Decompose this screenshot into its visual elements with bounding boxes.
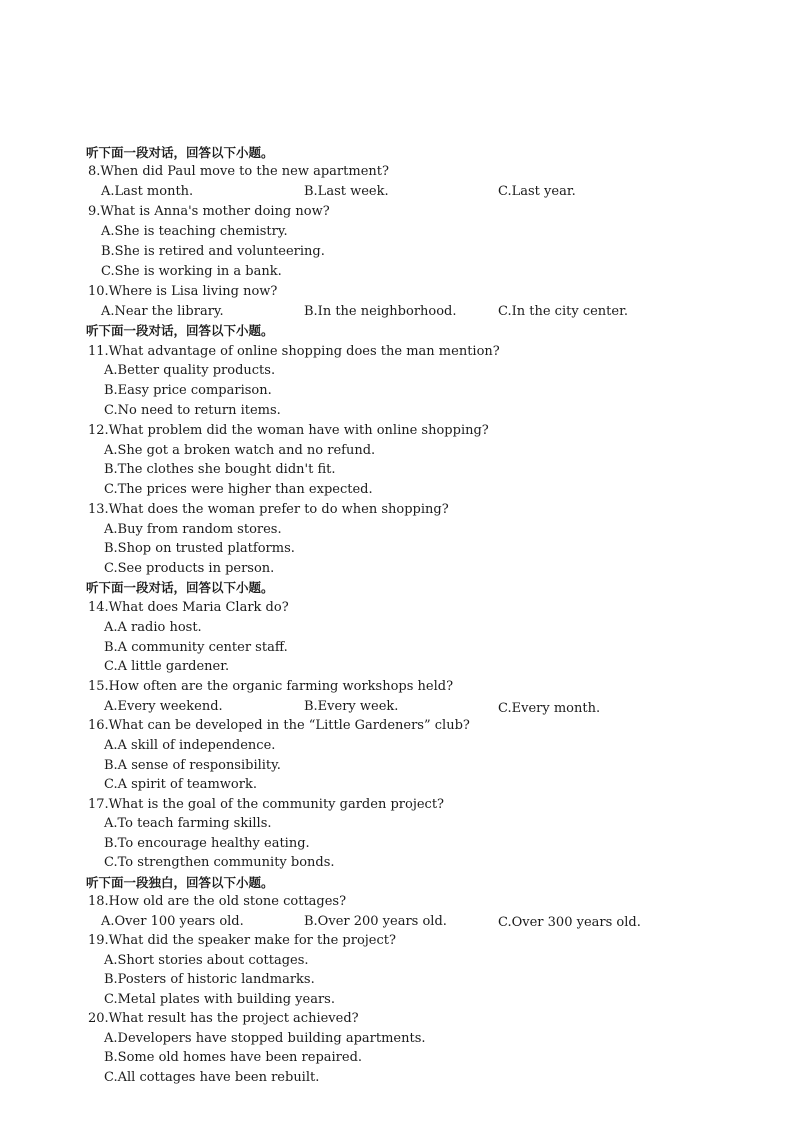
question-19: 19.What did the speaker make for the project? [88, 933, 396, 948]
option-12a: A.She got a broken watch and no refund. [104, 443, 376, 458]
question-16: 16.What can be developed in the “Little Gardeners” club? [88, 718, 470, 733]
option-17b: B.To encourage healthy eating. [104, 836, 310, 851]
option-15a: A.Every weekend. [104, 699, 223, 714]
option-18b: B.Over 200 years old. [304, 914, 447, 929]
option-19a: A.Short stories about cottages. [104, 953, 309, 968]
question-8: 8.When did Paul move to the new apartment? [88, 164, 389, 179]
option-16b: B.A sense of responsibility. [104, 758, 281, 773]
option-14b: B.A community center staff. [104, 640, 288, 655]
question-11: 11.What advantage of online shopping does the man mention? [88, 344, 500, 359]
option-9b: B.She is retired and volunteering. [101, 244, 325, 259]
question-17: 17.What is the goal of the community garden project? [88, 797, 445, 812]
question-15: 15.How often are the organic farming workshops held? [88, 679, 454, 694]
question-10: 10.Where is Lisa living now? [88, 284, 278, 299]
option-12b: B.The clothes she bought didn't fit. [104, 462, 336, 477]
option-8b: B.Last week. [304, 184, 389, 199]
option-18c: C.Over 300 years old. [498, 915, 641, 930]
question-13: 13.What does the woman prefer to do when shopping? [88, 502, 449, 517]
question-14: 14.What does Maria Clark do? [88, 600, 289, 615]
option-20a: A.Developers have stopped building apartments. [104, 1031, 426, 1046]
question-12: 12.What problem did the woman have with online shopping? [88, 423, 489, 438]
option-17a: A.To teach farming skills. [104, 816, 272, 831]
option-15b: B.Every week. [304, 699, 399, 714]
option-11a: A.Better quality products. [104, 363, 276, 378]
option-20b: B.Some old homes have been repaired. [104, 1050, 363, 1065]
option-16c: C.A spirit of teamwork. [104, 777, 257, 792]
option-18a: A.Over 100 years old. [101, 914, 244, 929]
question-9: 9.What is Anna's mother doing now? [88, 204, 330, 219]
option-14a: A.A radio host. [104, 620, 202, 635]
section-header: 听下面一段对话，回答以下小题。 [86, 145, 274, 160]
option-10b: B.In the neighborhood. [304, 304, 457, 319]
option-15c: C.Every month. [498, 701, 601, 716]
option-19b: B.Posters of historic landmarks. [104, 972, 315, 987]
option-13c: C.See products in person. [104, 561, 275, 576]
option-10c: C.In the city center. [498, 304, 628, 319]
section-header: 听下面一段对话，回答以下小题。 [86, 323, 274, 338]
option-9a: A.She is teaching chemistry. [101, 224, 288, 239]
option-11b: B.Easy price comparison. [104, 383, 272, 398]
option-11c: C.No need to return items. [104, 403, 281, 418]
option-13a: A.Buy from random stores. [104, 522, 282, 537]
option-8c: C.Last year. [498, 184, 576, 199]
option-8a: A.Last month. [101, 184, 194, 199]
option-12c: C.The prices were higher than expected. [104, 482, 373, 497]
option-14c: C.A little gardener. [104, 659, 230, 674]
option-13b: B.Shop on trusted platforms. [104, 541, 295, 556]
option-19c: C.Metal plates with building years. [104, 992, 335, 1007]
option-20c: C.All cottages have been rebuilt. [104, 1070, 320, 1085]
question-20: 20.What result has the project achieved? [88, 1011, 359, 1026]
option-10a: A.Near the library. [101, 304, 224, 319]
section-header: 听下面一段对话，回答以下小题。 [86, 580, 274, 595]
section-header: 听下面一段独白，回答以下小题。 [86, 875, 274, 890]
question-18: 18.How old are the old stone cottages? [88, 894, 347, 909]
option-16a: A.A skill of independence. [104, 738, 276, 753]
option-17c: C.To strengthen community bonds. [104, 855, 335, 870]
option-9c: C.She is working in a bank. [101, 264, 282, 279]
